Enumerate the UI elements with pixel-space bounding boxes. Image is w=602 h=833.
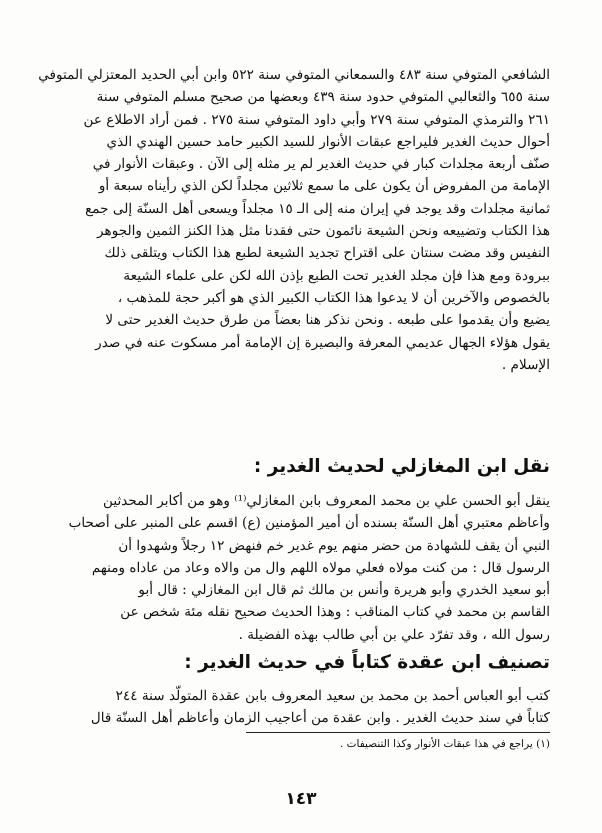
- text-line: ينقل أبو الحسن علي بن محمد المعروف بابن المغازلي⁽¹⁾ وهو من أكابر المحدثين: [103, 493, 550, 509]
- text-line: القاسم بن محمد في كتاب المناقب : وهذا الحديث صحيح نقله مئة شخص عن: [120, 604, 550, 621]
- text-line: الشافعي المتوفي سنة ٤٨٣ والسمعاني المتوفي سنة ٥٢٢ وابن أبي الحديد المعتزلي المتوفي: [38, 67, 550, 83]
- text-line: كتب أبو العباس أحمد بن محمد بن سعيد المعروف بابن عقدة المتولّد سنة ٢٤٤: [115, 688, 550, 704]
- text-line: الرسول قال : من كنت مولاه فعلي مولاه اللهم وال من والاه وعاد من عاداه ومنهم: [91, 559, 550, 576]
- text-line: بالخصوص والآخرين أن لا يدعوا هذا الكتاب الكبير الذي هو أكبر حجة للمذهب ،: [117, 289, 550, 306]
- footnote-separator: [246, 732, 550, 733]
- page-number: ١٤٣: [285, 789, 317, 809]
- text-line: يقول هؤلاء الجهال عديمي المعرفة والبصيرة إن الإمامة أمر مسكوت عنه في صدر: [95, 334, 550, 351]
- text-line: أبو سعيد الخدري وأبو هريرة وأنس بن مالك ثم قال ابن المغازلي : قال أبو: [138, 582, 550, 599]
- text-line: ثمانية مجلدات وقد يوجد في إيران منه إلى الـ ١٥ مجلداً ويسعى أهل السنّة إلى جمع: [85, 200, 550, 217]
- text-line: سنة ٦٥٥ والثعالبي المتوفي حدود سنة ٤٣٩ وبعضها من صحيح مسلم المتوفي سنة: [96, 89, 550, 106]
- text-line: الإمامة من المفروض أن يكون على ما سمع ثلاثين مجلداً لكن الذي رأيناه سبعة أو: [98, 178, 550, 195]
- footnote: (١) يراجع في هذا عبقات الأنوار وكذا التنصيفات .: [339, 738, 550, 750]
- text-line: رسول الله ، وقد تفرّد علي بن أبي طالب بهذه الفضيلة .: [238, 626, 550, 643]
- text-line: وأعاظم معتبري أهل السنّة بسنده أن أمير المؤمنين (ع) اقسم على المنبر على أصحاب: [68, 515, 550, 532]
- text-line: صنّف أربعة مجلدات كبار في حديث الغدير لم ير مثله إلى الآن . وعبقات الأنوار في: [92, 156, 550, 173]
- text-line: النبي أن يقف للشهادة من حضر منهم يوم غدير خم فنهض ١٢ رجلاً وشهدوا أن: [118, 537, 550, 554]
- paragraph-1: [38, 64, 550, 376]
- text-line: ٢٦١ والترمذي المتوفي سنة ٢٧٩ وأبي داود المتوفي سنة ٢٧٥ . فمن أراد الاطلاع عن: [83, 111, 550, 128]
- paragraph-3: [58, 685, 550, 730]
- text-line: الإسلام .: [501, 356, 550, 373]
- section-heading-ibn-uqda: تصنيف ابن عقدة كتاباً في حديث الغدير :: [184, 652, 550, 673]
- text-line: أحوال حديث الغدير فليراجع عبقات الأنوار للسيد الكبير حامد حسين الهندي الذي: [106, 133, 550, 150]
- text-line: ببرودة ومع هذا فإن مجلد الغدير تحت الطبع بإذن الله لكن على علماء الشيعة: [123, 267, 550, 284]
- section-heading-ibn-maghazili: نقل ابن المغازلي لحديث الغدير :: [253, 456, 550, 477]
- paragraph-2: [58, 490, 550, 646]
- text-line: هذا الكتاب وتضييعه ونحن الشيعة نائمون حتى فقدنا مثل هذا الكنز الثمين والجوهر: [97, 223, 550, 240]
- text-line: كتاباً في سند حديث الغدير . وابن عقدة من أعاجيب الزمان وأعاظم أهل السنّة قال: [90, 710, 550, 727]
- text-line: النفيس وقد مضت سنتان على اقتراح تجديد الشيعة لطبع هذا الكتاب ويتلقى ذلك: [104, 245, 550, 262]
- text-line: يضيع وأن يقدموا على طبعه . ونحن نذكر هنا بعضاً من طرق حديث الغدير حتى لا: [105, 312, 550, 329]
